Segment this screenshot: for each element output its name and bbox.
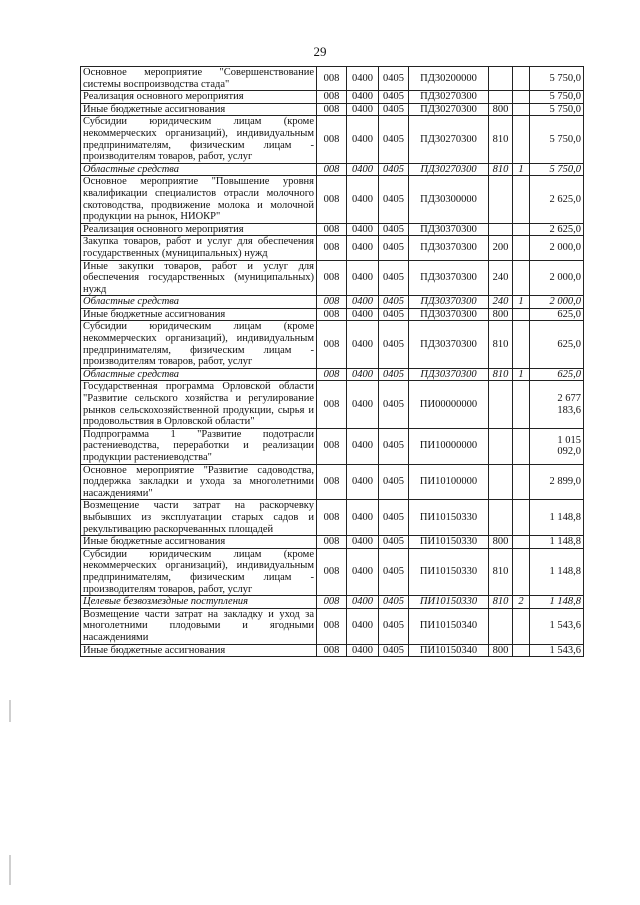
table-row	[81, 428, 584, 464]
row-name-cell: Иные бюджетные ассигнования	[81, 536, 317, 549]
funding-source-cell	[513, 464, 530, 500]
funding-source-cell	[513, 500, 530, 536]
section-code-cell: 0400	[347, 428, 379, 464]
subsection-code-cell: 0405	[379, 464, 409, 500]
table-row	[81, 260, 584, 296]
row-name-cell: Областные средства	[81, 163, 317, 176]
expense-type-cell: 800	[489, 103, 513, 116]
funding-source-cell	[513, 381, 530, 428]
amount-cell: 5 750,0	[530, 116, 584, 163]
amount-cell: 5 750,0	[530, 103, 584, 116]
ministry-code-cell: 008	[317, 91, 347, 104]
table-row	[81, 464, 584, 500]
amount-cell: 2 625,0	[530, 223, 584, 236]
expense-type-cell: 810	[489, 321, 513, 368]
expense-type-cell	[489, 67, 513, 91]
subsection-code-cell: 0405	[379, 596, 409, 609]
row-name-cell: Целевые безвозмездные поступления	[81, 596, 317, 609]
funding-source-cell: 2	[513, 596, 530, 609]
subsection-code-cell: 0405	[379, 223, 409, 236]
section-code-cell: 0400	[347, 116, 379, 163]
funding-source-cell	[513, 536, 530, 549]
subsection-code-cell: 0405	[379, 67, 409, 91]
expense-type-cell: 800	[489, 308, 513, 321]
amount-cell: 1 148,8	[530, 500, 584, 536]
expense-type-cell: 200	[489, 236, 513, 260]
ministry-code-cell: 008	[317, 536, 347, 549]
amount-cell: 1 015 092,0	[530, 428, 584, 464]
row-name-cell: Реализация основного мероприятия	[81, 91, 317, 104]
table-row	[81, 176, 584, 223]
section-code-cell: 0400	[347, 500, 379, 536]
ministry-code-cell: 008	[317, 381, 347, 428]
section-code-cell: 0400	[347, 368, 379, 381]
ministry-code-cell: 008	[317, 116, 347, 163]
section-code-cell: 0400	[347, 321, 379, 368]
expense-type-cell: 800	[489, 644, 513, 657]
ministry-code-cell: 008	[317, 176, 347, 223]
table-row	[81, 223, 584, 236]
ministry-code-cell: 008	[317, 596, 347, 609]
amount-cell: 625,0	[530, 308, 584, 321]
target-article-cell: ПД30370300	[409, 368, 489, 381]
target-article-cell: ПД30270300	[409, 103, 489, 116]
table-row	[81, 608, 584, 644]
target-article-cell: ПИ00000000	[409, 381, 489, 428]
target-article-cell: ПИ10150330	[409, 500, 489, 536]
expense-type-cell: 240	[489, 260, 513, 296]
section-code-cell: 0400	[347, 260, 379, 296]
section-code-cell: 0400	[347, 644, 379, 657]
subsection-code-cell: 0405	[379, 103, 409, 116]
row-name-cell: Областные средства	[81, 368, 317, 381]
subsection-code-cell: 0405	[379, 116, 409, 163]
expense-type-cell	[489, 176, 513, 223]
section-code-cell: 0400	[347, 608, 379, 644]
funding-source-cell	[513, 91, 530, 104]
amount-cell: 2 625,0	[530, 176, 584, 223]
expense-type-cell: 810	[489, 548, 513, 595]
table-row	[81, 308, 584, 321]
expense-type-cell	[489, 500, 513, 536]
section-code-cell: 0400	[347, 176, 379, 223]
amount-cell: 2 899,0	[530, 464, 584, 500]
target-article-cell: ПИ10150330	[409, 536, 489, 549]
subsection-code-cell: 0405	[379, 308, 409, 321]
ministry-code-cell: 008	[317, 464, 347, 500]
funding-source-cell	[513, 67, 530, 91]
ministry-code-cell: 008	[317, 548, 347, 595]
section-code-cell: 0400	[347, 308, 379, 321]
section-code-cell: 0400	[347, 223, 379, 236]
funding-source-cell	[513, 608, 530, 644]
table-row	[81, 91, 584, 104]
section-code-cell: 0400	[347, 163, 379, 176]
row-name-cell: Возмещение части затрат на закладку и уход за многолетними плодовыми и ягодными насаждениями	[81, 608, 317, 644]
scan-margin-mark	[9, 855, 11, 885]
section-code-cell: 0400	[347, 103, 379, 116]
scan-margin-mark	[9, 700, 11, 722]
row-name-cell: Подпрограмма 1 "Развитие подотрасли растениеводства, переработки и реализации продукции растениеводства"	[81, 428, 317, 464]
table-row	[81, 321, 584, 368]
section-code-cell: 0400	[347, 236, 379, 260]
row-name-cell: Государственная программа Орловской области "Развитие сельского хозяйства и регулирование рынков сельскохозяйственной продукции, сырья и продовольствия в Орловской области"	[81, 381, 317, 428]
target-article-cell: ПД30370300	[409, 223, 489, 236]
ministry-code-cell: 008	[317, 500, 347, 536]
table-row	[81, 500, 584, 536]
expense-type-cell: 810	[489, 163, 513, 176]
amount-cell: 2 000,0	[530, 260, 584, 296]
ministry-code-cell: 008	[317, 321, 347, 368]
table-row	[81, 163, 584, 176]
amount-cell: 5 750,0	[530, 163, 584, 176]
subsection-code-cell: 0405	[379, 163, 409, 176]
subsection-code-cell: 0405	[379, 236, 409, 260]
funding-source-cell	[513, 176, 530, 223]
row-name-cell: Основное мероприятие "Совершенствование системы воспроизводства стада"	[81, 67, 317, 91]
expense-type-cell: 800	[489, 536, 513, 549]
table-row	[81, 368, 584, 381]
ministry-code-cell: 008	[317, 236, 347, 260]
target-article-cell: ПД30370300	[409, 296, 489, 309]
section-code-cell: 0400	[347, 536, 379, 549]
ministry-code-cell: 008	[317, 644, 347, 657]
target-article-cell: ПИ10150340	[409, 644, 489, 657]
ministry-code-cell: 008	[317, 103, 347, 116]
target-article-cell: ПД30370300	[409, 308, 489, 321]
ministry-code-cell: 008	[317, 608, 347, 644]
target-article-cell: ПИ10150330	[409, 596, 489, 609]
expense-type-cell: 810	[489, 116, 513, 163]
row-name-cell: Основное мероприятие "Повышение уровня квалификации специалистов отрасли молочного скотоводства, продвижение молока и молочной продукции на рынок, НИОКР"	[81, 176, 317, 223]
subsection-code-cell: 0405	[379, 548, 409, 595]
row-name-cell: Основное мероприятие "Развитие садоводства, поддержка закладки и ухода за многолетними насаждениями"	[81, 464, 317, 500]
section-code-cell: 0400	[347, 381, 379, 428]
subsection-code-cell: 0405	[379, 260, 409, 296]
amount-cell: 625,0	[530, 321, 584, 368]
ministry-code-cell: 008	[317, 67, 347, 91]
amount-cell: 1 148,8	[530, 548, 584, 595]
row-name-cell: Субсидии юридическим лицам (кроме некоммерческих организаций), индивидуальным предпринимателям, физическим лицам - производителям товаров, работ, услуг	[81, 548, 317, 595]
row-name-cell: Субсидии юридическим лицам (кроме некоммерческих организаций), индивидуальным предпринимателям, физическим лицам - производителям товаров, работ, услуг	[81, 321, 317, 368]
target-article-cell: ПД30270300	[409, 116, 489, 163]
section-code-cell: 0400	[347, 464, 379, 500]
row-name-cell: Иные бюджетные ассигнования	[81, 644, 317, 657]
target-article-cell: ПД30370300	[409, 260, 489, 296]
section-code-cell: 0400	[347, 296, 379, 309]
expense-type-cell	[489, 91, 513, 104]
table-row	[81, 596, 584, 609]
amount-cell: 2 000,0	[530, 236, 584, 260]
table-row	[81, 644, 584, 657]
subsection-code-cell: 0405	[379, 91, 409, 104]
amount-cell: 1 148,8	[530, 596, 584, 609]
funding-source-cell	[513, 223, 530, 236]
ministry-code-cell: 008	[317, 308, 347, 321]
row-name-cell: Иные бюджетные ассигнования	[81, 308, 317, 321]
expense-type-cell	[489, 608, 513, 644]
section-code-cell: 0400	[347, 548, 379, 595]
amount-cell: 625,0	[530, 368, 584, 381]
table-row	[81, 116, 584, 163]
target-article-cell: ПД30370300	[409, 321, 489, 368]
funding-source-cell	[513, 428, 530, 464]
section-code-cell: 0400	[347, 596, 379, 609]
funding-source-cell	[513, 644, 530, 657]
budget-table	[80, 66, 584, 657]
table-row	[81, 296, 584, 309]
funding-source-cell: 1	[513, 296, 530, 309]
target-article-cell: ПД30370300	[409, 236, 489, 260]
row-name-cell: Областные средства	[81, 296, 317, 309]
row-name-cell: Иные бюджетные ассигнования	[81, 103, 317, 116]
expense-type-cell	[489, 464, 513, 500]
table-row	[81, 103, 584, 116]
funding-source-cell	[513, 260, 530, 296]
ministry-code-cell: 008	[317, 428, 347, 464]
section-code-cell: 0400	[347, 67, 379, 91]
ministry-code-cell: 008	[317, 296, 347, 309]
funding-source-cell	[513, 103, 530, 116]
row-name-cell: Возмещение части затрат на раскорчевку выбывших из эксплуатации старых садов и рекультивацию раскорчеванных площадей	[81, 500, 317, 536]
table-row	[81, 536, 584, 549]
target-article-cell: ПИ10150340	[409, 608, 489, 644]
amount-cell: 5 750,0	[530, 91, 584, 104]
target-article-cell: ПД30200000	[409, 67, 489, 91]
amount-cell: 1 543,6	[530, 608, 584, 644]
subsection-code-cell: 0405	[379, 536, 409, 549]
expense-type-cell: 240	[489, 296, 513, 309]
subsection-code-cell: 0405	[379, 381, 409, 428]
amount-cell: 2 677 183,6	[530, 381, 584, 428]
budget-table-body	[81, 67, 584, 657]
funding-source-cell	[513, 308, 530, 321]
ministry-code-cell: 008	[317, 223, 347, 236]
subsection-code-cell: 0405	[379, 296, 409, 309]
target-article-cell: ПД30270300	[409, 91, 489, 104]
subsection-code-cell: 0405	[379, 428, 409, 464]
target-article-cell: ПИ10000000	[409, 428, 489, 464]
funding-source-cell	[513, 236, 530, 260]
row-name-cell: Закупка товаров, работ и услуг для обеспечения государственных (муниципальных) нужд	[81, 236, 317, 260]
expense-type-cell: 810	[489, 368, 513, 381]
table-row	[81, 381, 584, 428]
table-row	[81, 548, 584, 595]
subsection-code-cell: 0405	[379, 500, 409, 536]
ministry-code-cell: 008	[317, 368, 347, 381]
target-article-cell: ПД30300000	[409, 176, 489, 223]
table-row	[81, 236, 584, 260]
amount-cell: 5 750,0	[530, 67, 584, 91]
subsection-code-cell: 0405	[379, 644, 409, 657]
expense-type-cell	[489, 428, 513, 464]
subsection-code-cell: 0405	[379, 608, 409, 644]
funding-source-cell: 1	[513, 163, 530, 176]
funding-source-cell: 1	[513, 368, 530, 381]
row-name-cell: Реализация основного мероприятия	[81, 223, 317, 236]
table-row	[81, 67, 584, 91]
expense-type-cell: 810	[489, 596, 513, 609]
row-name-cell: Субсидии юридическим лицам (кроме некоммерческих организаций), индивидуальным предпринимателям, физическим лицам - производителям товаров, работ, услуг	[81, 116, 317, 163]
ministry-code-cell: 008	[317, 163, 347, 176]
subsection-code-cell: 0405	[379, 321, 409, 368]
amount-cell: 1 148,8	[530, 536, 584, 549]
funding-source-cell	[513, 116, 530, 163]
amount-cell: 1 543,6	[530, 644, 584, 657]
section-code-cell: 0400	[347, 91, 379, 104]
expense-type-cell	[489, 381, 513, 428]
ministry-code-cell: 008	[317, 260, 347, 296]
target-article-cell: ПД30270300	[409, 163, 489, 176]
expense-type-cell	[489, 223, 513, 236]
target-article-cell: ПИ10100000	[409, 464, 489, 500]
row-name-cell: Иные закупки товаров, работ и услуг для обеспечения государственных (муниципальных) нужд	[81, 260, 317, 296]
target-article-cell: ПИ10150330	[409, 548, 489, 595]
funding-source-cell	[513, 321, 530, 368]
amount-cell: 2 000,0	[530, 296, 584, 309]
subsection-code-cell: 0405	[379, 368, 409, 381]
funding-source-cell	[513, 548, 530, 595]
page-number: 29	[313, 44, 327, 59]
subsection-code-cell: 0405	[379, 176, 409, 223]
